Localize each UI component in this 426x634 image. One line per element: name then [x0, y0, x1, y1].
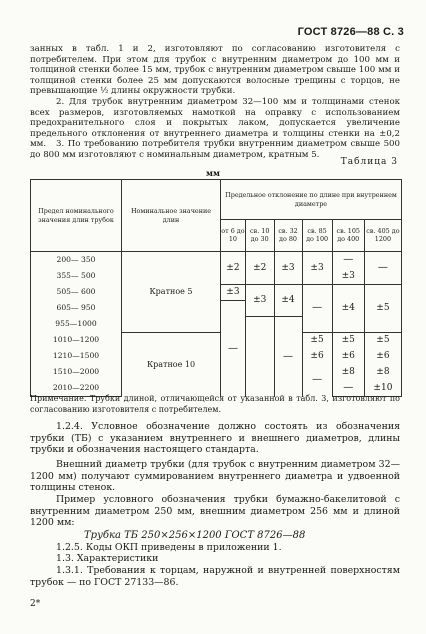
value-cell: ±5 [364, 284, 401, 332]
value-cell: ±2 [221, 252, 246, 285]
subheader-6-10: от 6 до 10 [221, 220, 246, 252]
value-cell: — [302, 364, 332, 397]
value-cell: ±3 [302, 252, 332, 285]
value-cell: — [221, 300, 246, 397]
value-cell: ±8 [364, 364, 401, 380]
subheader-405-1200: св. 405 до 1200 [364, 220, 401, 252]
value-cell: — [332, 252, 364, 269]
subheader-85-100: св. 85 до 100 [302, 220, 332, 252]
range-cell: 605— 950 [31, 300, 122, 316]
table-3 [30, 179, 402, 397]
designation-formula: Трубка ТБ 250×256×1200 ГОСТ 8726—88 [84, 530, 306, 541]
nominal-cell-10: Кратное 10 [122, 332, 221, 397]
range-cell: 1010—1200 [31, 332, 122, 348]
range-cell: 200— 350 [31, 252, 122, 269]
col-deviation-group-header: Предельное отклонение по длине при внутреннем диаметре [221, 180, 402, 220]
value-cell: ±3 [332, 268, 364, 284]
value-cell: — [332, 380, 364, 397]
value-cell: — [274, 316, 302, 397]
footer-mark: 2* [30, 599, 41, 609]
value-cell: ±5 [364, 332, 401, 348]
value-cell: ±3 [245, 284, 274, 316]
table-title: Таблица 3 [340, 157, 398, 167]
range-cell: 505— 600 [31, 284, 122, 300]
col-length-range-header: Предел номинального значения длин трубок [31, 180, 122, 252]
subheader-32-80: св. 32 до 80 [274, 220, 302, 252]
value-cell: ±8 [332, 364, 364, 380]
subheader-10-30: св. 10 до 30 [245, 220, 274, 252]
value-cell: ±3 [221, 284, 246, 300]
value-cell: ±2 [245, 252, 274, 285]
paragraph-1-2-5: 1.2.5. Коды ОКП приведены в приложении 1. [56, 542, 282, 553]
paragraph-1: занных в табл. 1 и 2, изготовляют по согласованию изготовителя с потребителем. При этом для трубок с внутренним диаметром до 100 мм и толщиной стенки более 15 мм, трубок с внутренним диаметром свыше 100 мм и толщиной стенки более 25 мм допускаются волосные трещины с торцов, не превышающие ½ длины окружности трубки. [30, 44, 400, 97]
subheader-105-400: св. 105 до 400 [332, 220, 364, 252]
paragraph-1-2-4: 1.2.4. Условное обозначение должно состоять из обозначения трубки (ТБ) с указанием внутреннего и внешнего диаметров, длины трубки и обозначения настоящего стандарта. [30, 421, 400, 456]
value-cell: ±10 [364, 380, 401, 397]
value-cell: ±4 [274, 284, 302, 316]
value-cell: ±6 [302, 348, 332, 364]
table-note: Примечание. Трубки длиной, отличающейся от указанной в табл. 3, изготовляют по согласованию изготовителя с потребителем. [30, 394, 400, 414]
paragraph-example: Пример условного обозначения трубки бумажно-бакелитовой с внутренним диаметром 250 мм, внешним диаметром 256 мм и длиной 1200 мм: [30, 494, 400, 529]
range-cell: 1210—1500 [31, 348, 122, 364]
range-cell: 955—1000 [31, 316, 122, 332]
page-header: ГОСТ 8726—88 С. 3 [297, 26, 404, 38]
value-cell: ±6 [364, 348, 401, 364]
table-unit: мм [206, 168, 220, 178]
paragraph-outer-diameter: Внешний диаметр трубки (для трубок с внутренним диаметром 32—1200 мм) получают суммированием внутреннего диаметра и удвоенной толщины стенок. [30, 459, 400, 494]
range-cell: 1510—2000 [31, 364, 122, 380]
col-nominal-header: Номинальное значение длин [122, 180, 221, 252]
range-cell: 355— 500 [31, 268, 122, 284]
paragraph-3: 3. По требованию потребителя трубки внутренним диаметром свыше 500 до 800 мм изготовляют с номинальным диаметром, кратным 5. [30, 139, 400, 160]
value-cell: — [364, 252, 401, 285]
value-cell: ±3 [274, 252, 302, 285]
paragraph-1-3: 1.3. Характеристики [56, 553, 159, 564]
value-cell: ±6 [332, 348, 364, 364]
nominal-cell-5: Кратное 5 [122, 252, 221, 333]
paragraph-1-3-1: 1.3.1. Требования к торцам, наружной и внутренней поверхностям трубок — по ГОСТ 27133—86. [30, 565, 400, 588]
value-cell: — [302, 284, 332, 332]
value-cell: ±5 [332, 332, 364, 348]
value-cell: ±4 [332, 284, 364, 332]
paragraph-2: 2. Для трубок внутренним диаметром 32—100 мм и толщинами стенок всех размеров, изготовляемых намоткой на оправку с использованием предохранительного слоя и покрытых лаком, допускается увеличение предельного отклонения от внутреннего диаметра и толщины стенки на ±0,2 мм. [30, 97, 400, 150]
range-cell: 2010—2200 [31, 380, 122, 397]
value-cell: ±5 [302, 332, 332, 348]
